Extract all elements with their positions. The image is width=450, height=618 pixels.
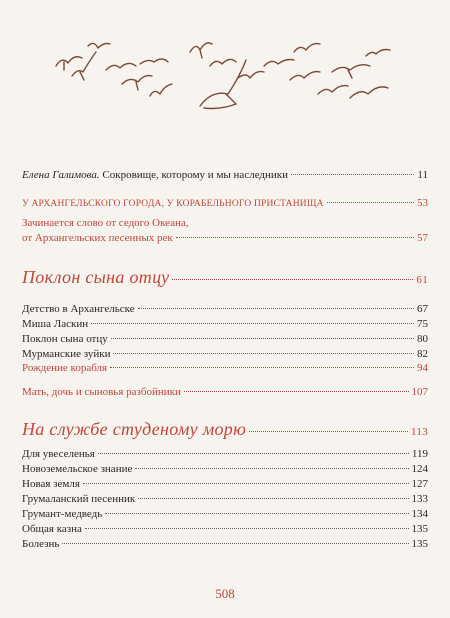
seagull-icon	[290, 72, 320, 80]
toc-section-heading[interactable]	[22, 418, 428, 443]
toc-leader-dots	[138, 308, 414, 309]
toc-page-number: 11	[417, 169, 428, 181]
toc-page-number: 134	[411, 508, 428, 520]
toc-page-number: 94	[417, 362, 428, 374]
toc-entry-title: Зачинается слово от седого Океана,	[22, 217, 189, 229]
seagull-icon	[332, 65, 370, 78]
toc-entry-title: Болезнь	[22, 538, 60, 550]
seagull-icon	[140, 59, 168, 64]
toc-entry-title: Миша Ласкин	[22, 318, 89, 330]
seagull-icon	[190, 43, 212, 58]
toc-leader-dots	[98, 453, 409, 454]
toc-entry[interactable]	[22, 386, 428, 399]
toc-page-number: 127	[411, 478, 428, 490]
toc-page-number: 82	[417, 348, 428, 360]
toc-entry-title: У АРХАНГЕЛЬСКОГО ГОРОДА, У КОРАБЕЛЬНОГО ПРИСТАНИЩА	[22, 199, 324, 209]
toc-entry-title: Детство в Архангельске	[22, 303, 135, 315]
toc-leader-dots	[176, 237, 414, 238]
toc-leader-dots	[83, 483, 409, 484]
toc-page-number: 67	[417, 303, 428, 315]
page-number: 508	[215, 586, 235, 601]
toc-part-subheading-line2[interactable]	[22, 232, 428, 245]
toc-leader-dots	[249, 431, 408, 432]
seagull-icon	[366, 50, 390, 57]
toc-entry-title: Мурманские зуйки	[22, 348, 111, 360]
toc-page-number: 113	[411, 426, 428, 438]
seagulls-flock-icon	[50, 36, 395, 120]
toc-page-number: 135	[411, 538, 428, 550]
toc-entry[interactable]	[22, 318, 428, 331]
toc-page-number: 124	[411, 463, 428, 475]
toc-entry[interactable]	[22, 478, 428, 491]
toc-page-number: 53	[417, 197, 428, 209]
toc-entry[interactable]	[22, 448, 428, 461]
toc-page-number: 119	[411, 448, 428, 460]
seagull-icon	[122, 76, 152, 90]
toc-entry-title: Рождение корабля	[22, 362, 108, 374]
toc-entry[interactable]	[22, 508, 428, 521]
toc-entry[interactable]	[22, 538, 428, 551]
toc-entry-title: Грумант-медведь	[22, 508, 103, 520]
seagull-icon	[200, 60, 246, 109]
toc-entry-title: Мать, дочь и сыновья разбойники	[22, 386, 181, 398]
seagull-icon	[56, 57, 82, 70]
toc-entry[interactable]	[22, 333, 428, 346]
toc-leader-dots	[138, 498, 408, 499]
seagull-icon	[150, 84, 172, 96]
toc-leader-dots	[135, 468, 408, 469]
toc-page-number: 75	[417, 318, 428, 330]
toc-entry-title: Общая казна	[22, 523, 82, 535]
seagull-icon	[318, 86, 348, 94]
toc-leader-dots	[105, 513, 408, 514]
toc-part-heading[interactable]	[22, 197, 428, 211]
toc-page-number: 61	[416, 274, 428, 286]
seagull-icon	[350, 87, 388, 98]
toc-leader-dots	[291, 174, 414, 175]
toc-leader-dots	[91, 323, 414, 324]
toc-page-number: 135	[411, 523, 428, 535]
toc-entry-title: Елена Галимова. Сокровище, которому и мы наследники	[22, 169, 289, 181]
toc-entry-title: Для увеселенья	[22, 448, 95, 460]
section-title: Поклон сына отцу	[22, 267, 170, 287]
toc-section-heading[interactable]	[22, 266, 428, 291]
toc-page-number: 57	[417, 232, 428, 244]
toc-entry-title: Новая земля	[22, 478, 80, 490]
toc-entry-title: Новоземельское знание	[22, 463, 133, 475]
seagull-icon	[264, 60, 294, 67]
toc-page-number: 80	[417, 333, 428, 345]
toc-entry[interactable]	[22, 463, 428, 476]
toc-leader-dots	[62, 543, 408, 544]
toc-leader-dots	[327, 202, 414, 203]
toc-entry[interactable]	[22, 362, 428, 375]
toc-page-number: 133	[411, 493, 428, 505]
seagull-icon	[210, 59, 236, 66]
toc-entry[interactable]	[22, 523, 428, 536]
toc-leader-dots	[113, 353, 414, 354]
toc-entry-intro[interactable]	[22, 169, 428, 182]
toc-entry[interactable]	[22, 493, 428, 506]
toc-leader-dots	[184, 391, 409, 392]
seagull-icon	[106, 63, 136, 70]
toc-leader-dots	[85, 528, 409, 529]
toc-entry-title: от Архангельских песенных рек	[22, 232, 173, 244]
toc-entry[interactable]	[22, 303, 428, 316]
toc-leader-dots	[111, 338, 414, 339]
seagull-icon	[294, 44, 320, 52]
toc-entry-title: Грумаланский песенник	[22, 493, 136, 505]
section-title: На службе студеному морю	[22, 419, 247, 439]
toc-entry[interactable]	[22, 348, 428, 361]
toc-leader-dots	[172, 279, 413, 280]
seagull-icon	[88, 43, 110, 48]
seagull-icon	[238, 72, 264, 78]
toc-leader-dots	[110, 367, 414, 368]
toc-page-number: 107	[411, 386, 428, 398]
toc-entry-title: Поклон сына отцу	[22, 333, 108, 345]
toc-part-subheading-line1[interactable]	[22, 217, 428, 230]
